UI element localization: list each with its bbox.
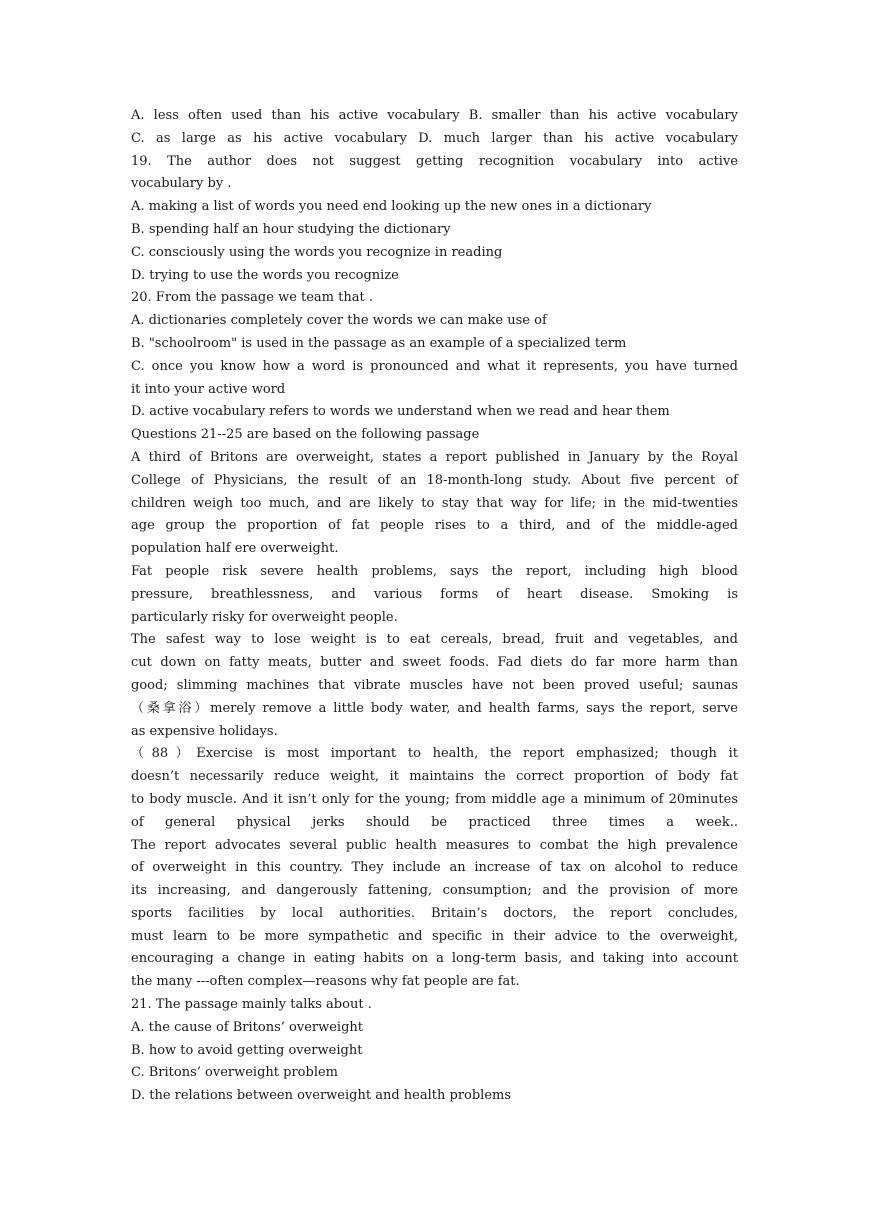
text-line: （88）Exercise is most important to health, the report emphasized; though it (131, 746, 738, 762)
text-line: encouraging a change in eating habits on a long-term basis, and taking into account (131, 951, 738, 967)
text-line: children weigh too much, and are likely to stay that way for life; in the mid-twenties (131, 495, 738, 511)
text-line: of general physical jerks should be practiced three times a week.. (131, 814, 738, 830)
text-line: D. active vocabulary refers to words we understand when we read and hear them (131, 404, 670, 420)
text-line: （桑拿浴）merely remove a little body water, and health farms, says the report, serve (131, 700, 738, 716)
text-line: particularly risky for overweight people. (131, 609, 398, 625)
text-line: A third of Britons are overweight, states a report published in January by the Royal (131, 449, 738, 465)
text-line: as expensive holidays. (131, 723, 278, 739)
text-line: cut down on fatty meats, butter and sweet foods. Fad diets do far more harm than (131, 655, 738, 671)
text-line: B. how to avoid getting overweight (131, 1042, 363, 1058)
text-line: sports facilities by local authorities. Britain’s doctors, the report concludes, (131, 905, 738, 921)
text-line: A. making a list of words you need end looking up the new ones in a dictionary (131, 199, 652, 215)
text-line: pressure, breathlessness, and various forms of heart disease. Smoking is (131, 586, 738, 602)
text-line: Questions 21--25 are based on the following passage (131, 427, 480, 443)
text-line: 19. The author does not suggest getting recognition vocabulary into active (131, 153, 738, 169)
text-line: age group the proportion of fat people rises to a third, and of the middle-aged (131, 518, 738, 534)
text-line: A. dictionaries completely cover the words we can make use of (131, 313, 547, 329)
text-line: 21. The passage mainly talks about . (131, 997, 372, 1013)
text-line: its increasing, and dangerously fattening, consumption; and the provision of more (131, 883, 738, 899)
text-line: it into your active word (131, 381, 286, 397)
text-line: of overweight in this country. They include an increase of tax on alcohol to reduce (131, 860, 738, 876)
text-line: D. the relations between overweight and health problems (131, 1088, 512, 1104)
text-line: vocabulary by . (131, 176, 232, 192)
text-line: B. spending half an hour studying the dictionary (131, 221, 451, 237)
text-line: C. once you know how a word is pronounced and what it represents, you have turned (131, 358, 738, 374)
text-line: population half ere overweight. (131, 541, 339, 557)
text-line: C. consciously using the words you recognize in reading (131, 244, 503, 260)
text-line: the many ---often complex—reasons why fat people are fat. (131, 974, 520, 990)
text-line: A. less often used than his active vocabulary B. smaller than his active vocabulary (131, 108, 738, 123)
text-line: The safest way to lose weight is to eat cereals, bread, fruit and vegetables, and (131, 632, 738, 648)
text-line: Fat people risk severe health problems, says the report, including high blood (131, 563, 738, 579)
text-line: doesn’t necessarily reduce weight, it maintains the correct proportion of body fat (131, 769, 738, 785)
text-line: A. the cause of Britons’ overweight (131, 1019, 364, 1035)
text-line: to body muscle. And it isn’t only for the young; from middle age a minimum of 20minutes (131, 791, 738, 807)
document-page (131, 105, 738, 1108)
text-line: must learn to be more sympathetic and specific in their advice to the overweight, (131, 928, 738, 944)
text-line: D. trying to use the words you recognize (131, 267, 399, 283)
text-line: 20. From the passage we team that . (131, 290, 373, 306)
text-line: C. as large as his active vocabulary D. much larger than his active vocabulary (131, 130, 738, 146)
text-line: good; slimming machines that vibrate muscles have not been proved useful; saunas (131, 677, 738, 693)
text-line: The report advocates several public health measures to combat the high prevalence (131, 837, 738, 853)
text-line: B. "schoolroom" is used in the passage as an example of a specialized term (131, 335, 627, 351)
text-line: College of Physicians, the result of an 18-month-long study. About five percent of (131, 472, 738, 488)
text-line: C. Britons’ overweight problem (131, 1065, 339, 1081)
